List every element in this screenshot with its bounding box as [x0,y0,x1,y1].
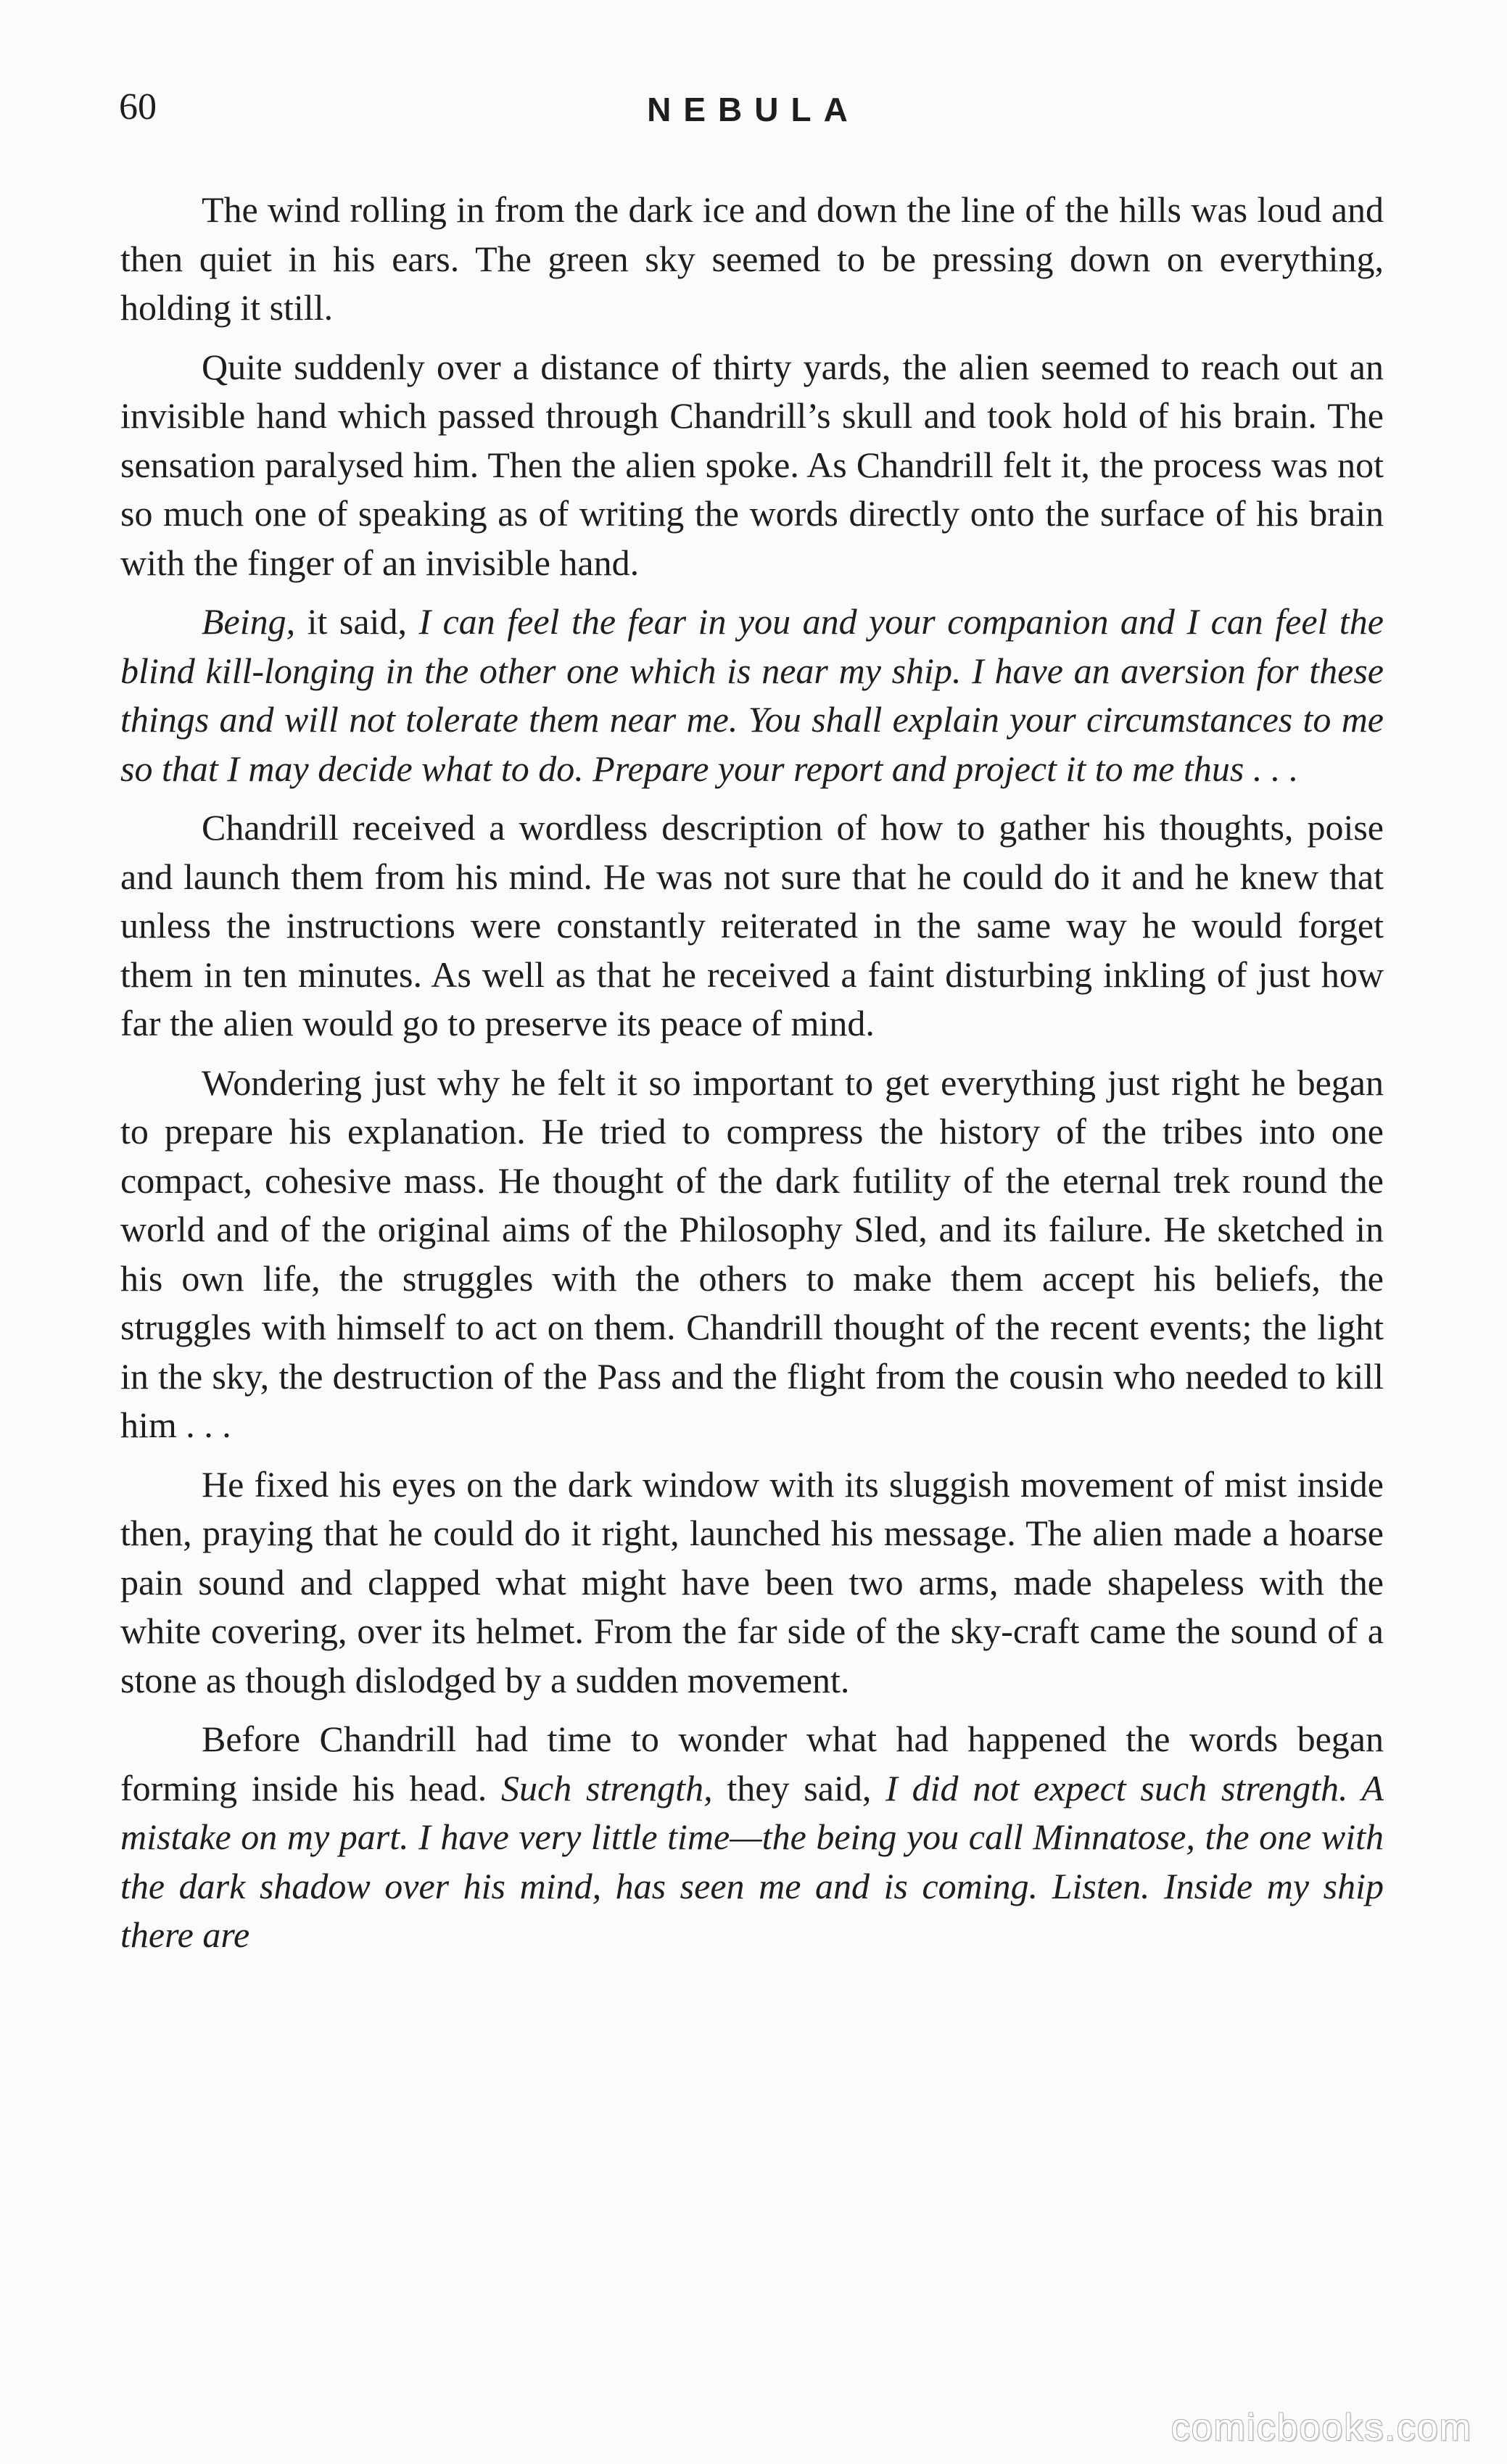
paragraph [120,1059,1384,1450]
italic-run: Being, [202,601,296,642]
page-number: 60 [119,86,157,128]
italic-run: Such strength, [501,1767,713,1808]
text-run: Before Chandrill had time to wonder what had happened the words began forming inside his head. [120,1719,1384,1808]
italic-run: I did not expect such strength. A mistake on my part. I have very little time—the being you call Minnatose, the one with the dark shadow over his mind, has seen me and is coming. Listen. Inside my ship there are [120,1767,1384,1955]
text-run: Wondering just why he felt it so important to get everything just right he began to prepare his explanation. He tried to compress the history of the tribes into one compact, cohesive mass. He thought of the dark futility of the eternal trek round the world and of the original aims of the Philosophy Sled, and its failure. He sketched in his own life, the struggles with the others to make them accept his beliefs, the struggles with himself to act on them. Chandrill thought of the recent events; the light in the sky, the destruction of the Pass and the flight from the cousin who needed to kill him . . . [120,1062,1384,1445]
running-head: NEBULA [647,91,860,128]
text-run: He fixed his eyes on the dark window with its sluggish movement of mist inside then, praying that he could do it right, launched his message. The alien made a hoarse pain sound and clapped what might have been two arms, made shapeless with the white covering, over its helmet. From the far side of the sky-craft came the sound of a stone as though dislodged by a sudden movement. [120,1463,1384,1700]
text-run: Chandrill received a wordless description of how to gather his thoughts, poise and launch them from his mind. He was not sure that he could do it and he knew that unless the instructions were constantly reiterated in the same way he would forget them in ten minutes. As well as that he received a faint disturbing inkling of just how far the alien would go to preserve its peace of mind. [120,807,1384,1043]
text-run: Quite suddenly over a distance of thirty yards, the alien seemed to reach out an invisible hand which passed through Chandrill’s skull and took hold of his brain. The sensation paralysed him. Then the alien spoke. As Chandrill felt it, the process was not so much one of speaking as of writing the words directly onto the surface of his brain with the finger of an invisible hand. [120,346,1384,583]
italic-run: I can feel the fear in you and your companion and I can feel the blind kill-longing in the other one which is near my ship. I have an aversion for these things and will not tolerate them near me. You shall explain your circumstances to me so that I may decide what to do. Prepare your report and project it to me thus . . . [120,601,1384,789]
body-text [120,186,1384,1960]
paragraph [120,186,1384,333]
watermark-logo: comicbooks.com [1170,2407,1472,2449]
paragraph [120,343,1384,588]
paragraph [120,598,1384,793]
text-run: The wind rolling in from the dark ice and down the line of the hills was loud and then quiet in his ears. The green sky seemed to be pressing down on everything, holding it still. [120,189,1384,328]
paragraph [120,1715,1384,1960]
paragraph [120,803,1384,1049]
text-run: it said, [295,601,419,642]
text-run: they said, [712,1767,886,1808]
paragraph [120,1460,1384,1706]
